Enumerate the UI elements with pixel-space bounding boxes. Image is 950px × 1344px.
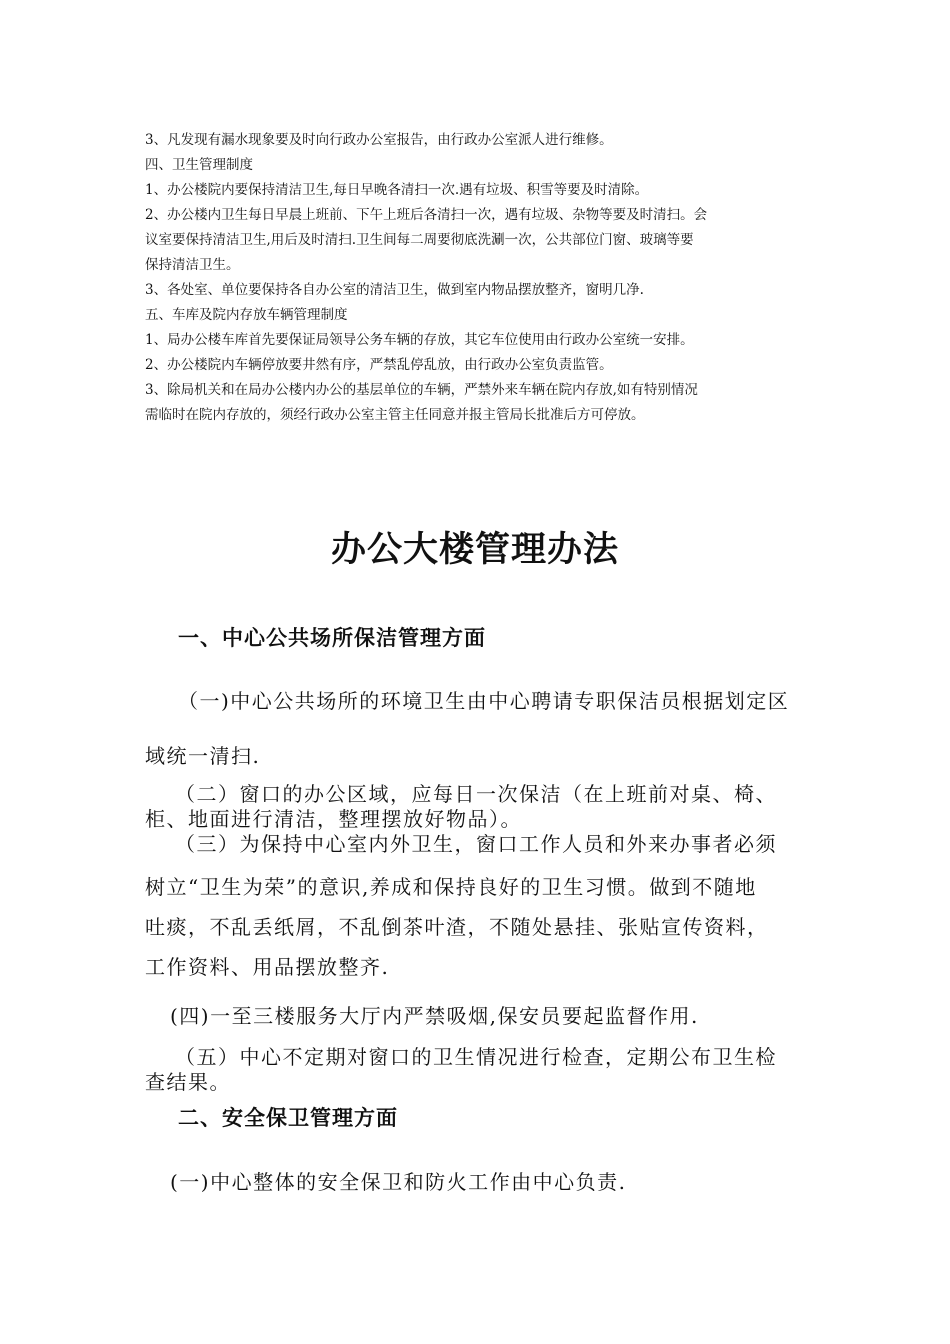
text-line: 3、各处室、单位要保持各自办公室的清洁卫生，做到室内物品摆放整齐，窗明几净.	[145, 282, 644, 298]
text-line: 3、除局机关和在局办公楼内办公的基层单位的车辆，严禁外来车辆在院内存放,如有特别情况	[145, 382, 698, 398]
paragraph-line: 工作资料、用品摆放整齐.	[145, 955, 390, 979]
paragraph-line: 吐痰，不乱丢纸屑，不乱倒茶叶渣，不随处悬挂、张贴宣传资料，	[145, 915, 769, 939]
document-title: 办公大楼管理办法	[330, 529, 619, 570]
paragraph-line: 树立“卫生为荣”的意识,养成和保持良好的卫生习惯。做到不随地	[145, 875, 757, 899]
section-heading-cleaning: 一、中心公共场所保洁管理方面	[178, 626, 486, 650]
paragraph-line: （五）中心不定期对窗口的卫生情况进行检查，定期公布卫生检	[175, 1045, 777, 1069]
paragraph-line: (四)一至三楼服务大厅内严禁吸烟,保安员要起监督作用.	[170, 1004, 699, 1028]
section-heading-garage: 五、车库及院内存放车辆管理制度	[145, 307, 348, 323]
paragraph-line: （一)中心公共场所的环境卫生由中心聘请专职保洁员根据划定区	[178, 689, 790, 713]
paragraph-line: 域统一清扫.	[145, 744, 261, 768]
text-line: 需临时在院内存放的，须经行政办公室主管主任同意并报主管局长批准后方可停放。	[145, 407, 645, 423]
text-line: 议室要保持清洁卫生,用后及时清扫.卫生间每二周要彻底洗涮一次，公共部位门窗、玻璃等要	[145, 232, 694, 248]
section-heading-security: 二、安全保卫管理方面	[178, 1106, 398, 1130]
paragraph-line: (一)中心整体的安全保卫和防火工作由中心负责.	[170, 1170, 627, 1194]
text-line: 2、办公楼院内车辆停放要井然有序，严禁乱停乱放，由行政办公室负责监管。	[145, 357, 613, 373]
paragraph-line: 柜、地面进行清洁，整理摆放好物品）。	[145, 807, 522, 831]
text-line: 1、办公楼院内要保持清洁卫生,每日早晚各清扫一次.遇有垃圾、积雪等要及时清除。	[145, 182, 649, 198]
section-heading-hygiene: 四、卫生管理制度	[145, 157, 253, 173]
paragraph-line: （二）窗口的办公区域，应每日一次保洁（在上班前对桌、椅、	[175, 782, 777, 806]
text-line: 1、局办公楼车库首先要保证局领导公务车辆的存放，其它车位使用由行政办公室统一安排。	[145, 332, 694, 348]
paragraph-line: 查结果。	[145, 1070, 231, 1094]
paragraph-line: （三）为保持中心室内外卫生，窗口工作人员和外来办事者必须	[175, 832, 777, 856]
text-line: 3、凡发现有漏水现象要及时向行政办公室报告，由行政办公室派人进行维修。	[145, 132, 613, 148]
text-line: 保持清洁卫生。	[145, 257, 240, 273]
text-line: 2、办公楼内卫生每日早晨上班前、下午上班后各清扫一次，遇有垃圾、杂物等要及时清扫。会	[145, 207, 708, 223]
